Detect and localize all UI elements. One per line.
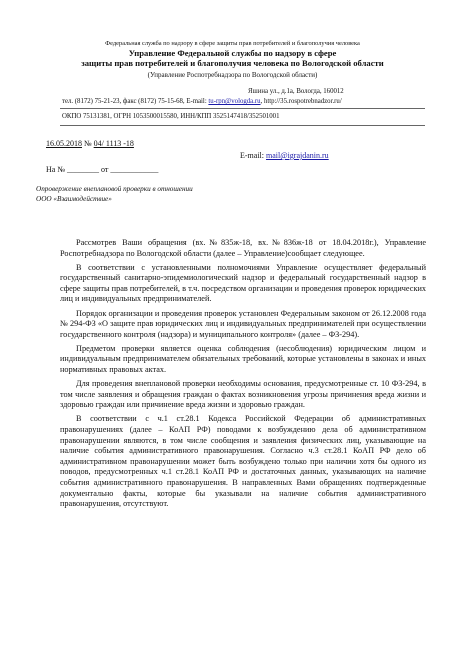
body-paragraph-2: В соответствии с установленными полномочиями Управление осуществляет федеральный государственный санитарно-эпидемиологический надзор и федеральный государственный надзор в сфере защиты прав потребителей, в т.ч. посредством организации и проведения проверок юридических лиц и индивидуальных предпринимателей. bbox=[60, 262, 426, 304]
number-label: № bbox=[82, 139, 94, 148]
recipient-email-link[interactable]: mail@igrajdanin.ru bbox=[266, 151, 329, 160]
body-paragraph-6: В соответствии с ч.1 ст.28.1 Кодекса Российской Федерации об административных правонарушениях (далее – КоАП РФ) поводами к возбуждению дела об административном правонарушении являются, в том числе сообщения и заявления физических лиц, указывающие на наличие события административного правонарушения. Согласно ч.3 ст.28.1 КоАП РФ дело об административном правонарушении может быть возбуждено только при наличии хотя бы одного из поводов, предусмотренных ч.1 ст.28.1 КоАП РФ и достаточных данных, указывающих на наличие события административного правонарушения. В направленных Вами обращениях подтвержденные документально факты, которые бы указывали на наличие события административного правонарушения, отсутствуют. bbox=[60, 414, 426, 509]
body-paragraph-1: Рассмотрев Ваши обращения (вх.№835ж-18, вх.№836ж-18 от 18.04.2018г.), Управление Роспотребнадзора по Вологодской области (далее – Управление)сообщает следующее. bbox=[60, 238, 426, 258]
registration-codes: ОКПО 75131381, ОГРН 1053500015580, ИНН/КПП 3525147418/352501001 bbox=[62, 113, 280, 120]
outgoing-number: 04/ 1113 -18 bbox=[93, 139, 134, 148]
outgoing-date: 16.05.2018 bbox=[46, 139, 82, 148]
subject-line-2: ООО «Взаимодействие» bbox=[36, 194, 112, 203]
subject-line-1: Опровержение внеплановой проверки в отношении bbox=[36, 185, 193, 193]
recipient-email bbox=[240, 151, 329, 160]
letter-body bbox=[60, 238, 426, 513]
body-paragraph-5: Для проведения внеплановой проверки необходимы основания, предусмотренные ст. 10 ФЗ-294, в том числе заявления и обращения граждан о фактах возникновения угрозы причинения вреда жизни и здоровью граждан или причинение вреда жизни и здоровью граждан. bbox=[60, 379, 426, 410]
body-paragraph-4: Предметом проверки является оценка соблюдения (несоблюдения) юридическим лицом и индивидуальным предпринимателем обязательных требований, которые установлены в законах и иных нормативных правовых актах. bbox=[60, 343, 426, 375]
agency-line: Федеральная служба по надзору в сфере защиты прав потребителей и благополучия человека bbox=[105, 40, 360, 47]
contacts-website[interactable]: , http://35.rospotrebnadzor.ru/ bbox=[260, 98, 342, 105]
org-title-line-2: защиты прав потребителей и благополучия человека по Вологодской области bbox=[81, 58, 384, 68]
header-divider-bottom bbox=[60, 125, 425, 126]
contacts-line bbox=[62, 98, 342, 105]
letter-subject bbox=[36, 185, 193, 204]
header-divider-top bbox=[60, 108, 425, 109]
email-label: E-mail: bbox=[240, 151, 266, 160]
contacts-phones: тел. (8172) 75-21-23, факс (8172) 75-15-68, E-mail: bbox=[62, 98, 209, 105]
body-paragraph-3: Порядок организации и проведения проверок установлен Федеральным законом от 26.12.2008 года № 294-ФЗ «О защите прав юридических лиц и индивидуальных предпринимателей при осуществлении государственного контроля (надзора) и муниципального контроля» (далее – ФЗ-294). bbox=[60, 308, 426, 339]
contacts-email-link[interactable]: tu-rpn@vologda.ru bbox=[208, 98, 261, 105]
org-short-name: (Управление Роспотребнадзора по Вологодской области) bbox=[147, 71, 318, 79]
address: Яшина ул., д.1а, Вологда, 160012 bbox=[248, 88, 344, 95]
outgoing-registration bbox=[46, 139, 134, 148]
org-title-line-1: Управление Федеральной службы по надзору в сфере bbox=[128, 48, 337, 58]
reply-to-reference: На № ________ от ____________ bbox=[46, 165, 159, 174]
